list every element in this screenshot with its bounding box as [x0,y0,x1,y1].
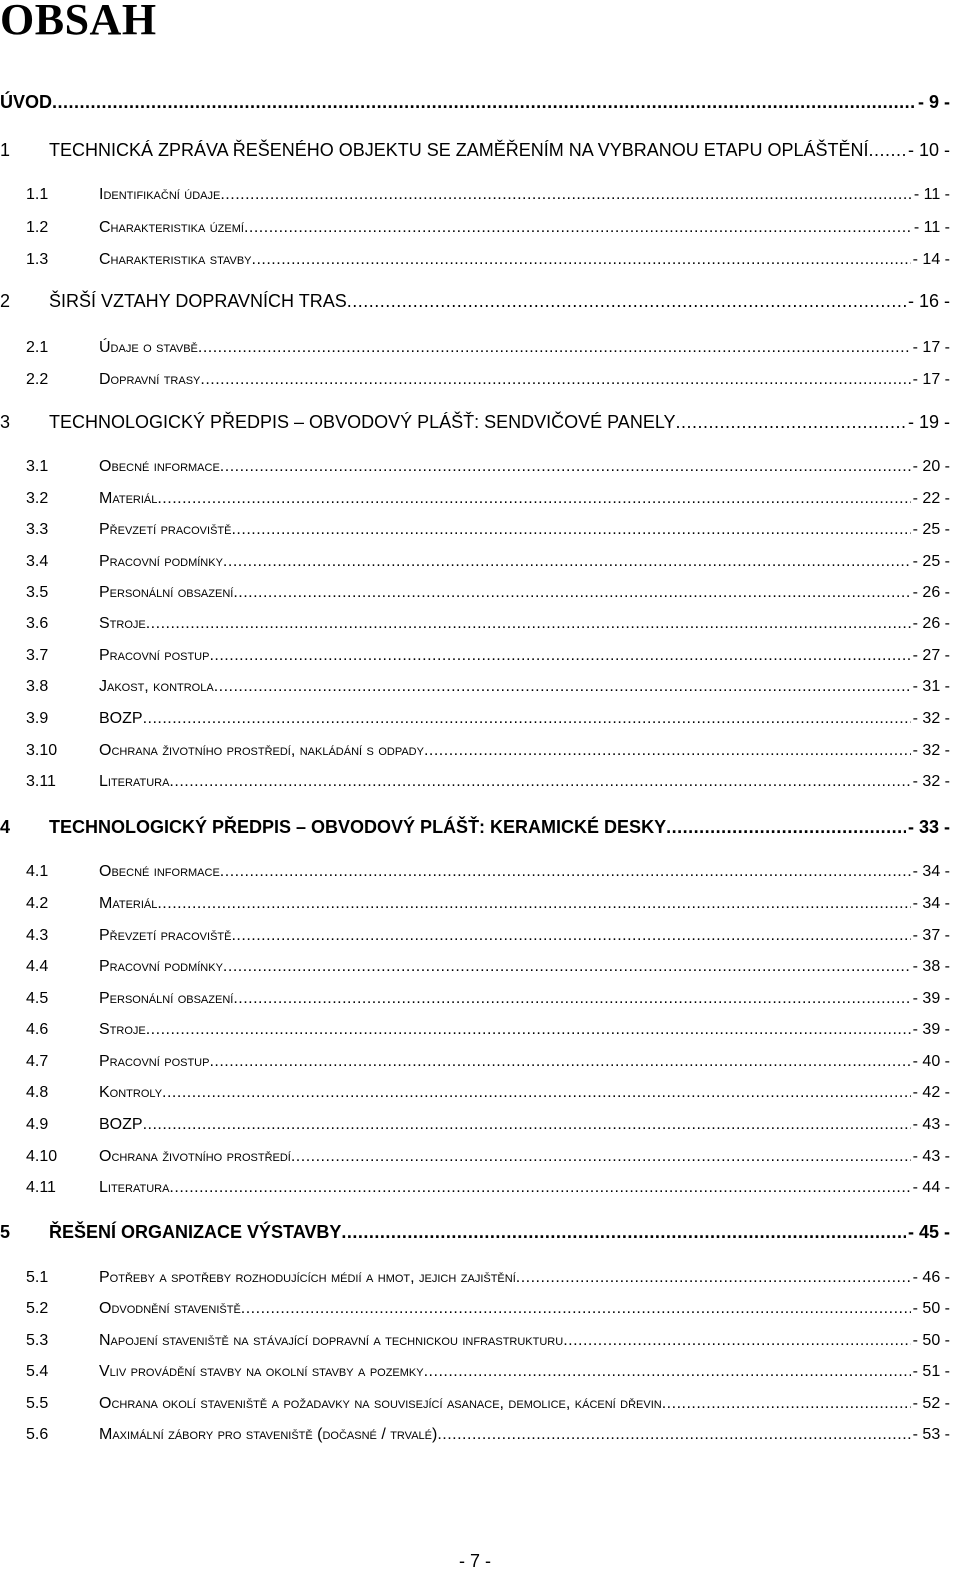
toc-entry[interactable] [0,710,950,728]
toc-entry[interactable] [0,412,950,433]
toc-entry-number: 5.2 [26,1300,49,1317]
toc-entry-number: 3.5 [26,584,49,601]
dot-leader [52,92,916,113]
toc-entry[interactable] [0,1395,950,1413]
toc-entry-page: - 38 - [912,958,950,975]
dot-leader [214,678,911,696]
toc-entry[interactable] [0,958,950,976]
toc-entry-number: 3.4 [26,553,49,570]
toc-entry-number: 3.11 [26,773,56,790]
toc-entry-number: 4.9 [26,1116,49,1133]
toc-entry-number: 4.7 [26,1053,49,1070]
page-number: - 7 - [458,1551,491,1571]
toc-entry-label: Literatura [99,1179,170,1196]
toc-entry-page: - 16 - [907,291,950,311]
toc-entry-page: - 51 - [912,1363,950,1380]
toc-entry-label: TECHNOLOGICKÝ PŘEDPIS – OBVODOVÝ PLÁŠŤ: SENDVIČOVÉ PANELY [49,412,676,432]
dot-leader [209,647,910,665]
dot-leader [169,1179,910,1197]
toc-entry-label: Identifikační údaje [99,186,221,203]
toc-entry-label: Odvodnění staveniště [99,1300,241,1317]
dot-leader [220,458,911,476]
toc-entry[interactable] [0,1426,950,1444]
toc-entry-label: Charakteristika stavby [99,251,252,268]
toc-entry-number: 3.7 [26,647,49,664]
toc-entry-label: Vliv provádění stavby na okolní stavby a pozemky [99,1363,424,1380]
toc-entry[interactable] [0,1269,950,1287]
toc-entry-label: Obecné informace [99,458,220,475]
toc-entry-page: - 25 - [912,553,950,570]
toc-entry-page: - 42 - [912,1084,950,1101]
toc-entry-number: 2.2 [26,371,49,388]
toc-entry[interactable] [0,291,950,312]
toc-entry-page: - 39 - [912,990,950,1007]
toc-entry-page: - 9 - [917,92,950,112]
toc-entry-number: 3.9 [26,710,49,727]
toc-entry-number: 4.8 [26,1084,49,1101]
toc-entry-page: - 26 - [912,584,950,601]
toc-entry[interactable] [0,1222,950,1243]
toc-entry[interactable] [0,140,950,161]
toc-entry-label: ÚVOD [0,92,53,112]
toc-entry-page: - 46 - [912,1269,950,1286]
dot-leader [143,1116,911,1134]
toc-entry-number: 4.5 [26,990,49,1007]
dot-leader [233,584,910,602]
toc-entry-number: 3.8 [26,678,49,695]
dot-leader [200,371,910,389]
toc-entry-label: Ochrana životního prostředí [99,1148,291,1165]
toc-entry-number: 2 [0,291,11,311]
toc-entry-label: Obecné informace [99,863,220,880]
toc-entry-page: - 19 - [907,412,950,432]
dot-leader [666,817,906,838]
dot-leader [563,1332,910,1350]
toc-entry-page: - 52 - [912,1395,950,1412]
toc-entry-number: 3.10 [26,742,58,759]
toc-entry-label: Převzetí pracoviště [99,927,232,944]
toc-entry-page: - 37 - [912,927,950,944]
dot-leader [162,1084,911,1102]
toc-entry[interactable] [0,584,950,602]
toc-entry-number: 4.6 [26,1021,49,1038]
toc-entry-number: 4.2 [26,895,49,912]
toc-entry-number: 3.6 [26,615,49,632]
toc-entry-page: - 43 - [912,1148,950,1165]
toc-entry-number: 4.10 [26,1148,58,1165]
toc-entry-page: - 17 - [912,371,950,388]
dot-leader [231,521,910,539]
toc-entry-number: 5.6 [26,1426,49,1443]
toc-entry-label: Pracovní postup [99,1053,210,1070]
toc-entry-label: Pracovní podmínky [99,958,223,975]
toc-entry-page: - 32 - [912,773,950,790]
toc-entry[interactable] [0,1021,950,1039]
dot-leader [244,219,912,237]
toc-entry-label: Napojení staveniště na stávající dopravní a technickou infrastrukturu [99,1332,564,1349]
toc-entry-label: Materiál [99,895,158,912]
toc-entry[interactable] [0,647,950,665]
toc-entry[interactable] [0,521,950,539]
dot-leader [220,186,911,204]
toc-entry[interactable] [0,92,950,113]
toc-entry-label: Maximální zábory pro staveniště (dočasné / trvalé) [99,1426,438,1443]
toc-entry-number: 1 [0,140,11,160]
page-title: OBSAH [0,0,157,44]
dot-leader [146,615,911,633]
dot-leader [437,1426,910,1444]
toc-entry-page: - 22 - [912,490,950,507]
dot-leader [869,140,906,161]
toc-entry-page: - 34 - [912,895,950,912]
toc-entry-number: 4 [0,817,11,837]
toc-entry-label: Ochrana životního prostředí, nakládání s odpady [99,742,424,759]
dot-leader [516,1269,911,1287]
toc-entry[interactable] [0,863,950,881]
toc-entry-page: - 17 - [912,339,950,356]
toc-entry-page: - 43 - [912,1116,950,1133]
toc-entry-label: Potřeby a spotřeby rozhodujících médií a hmot, jejich zajištění [99,1269,516,1286]
toc-entry-label: Jakost, kontrola [99,678,214,695]
toc-entry-page: - 53 - [912,1426,950,1443]
toc-entry-label: Materiál [99,490,158,507]
toc-entry-number: 5 [0,1222,11,1242]
toc-entry-number: 4.4 [26,958,49,975]
toc-entry-label: ŘEŠENÍ ORGANIZACE VÝSTAVBY [49,1222,342,1242]
dot-leader [676,412,906,433]
dot-leader [241,1300,911,1318]
toc-entry-label: Personální obsazení [99,990,234,1007]
toc-entry-label: TECHNOLOGICKÝ PŘEDPIS – OBVODOVÝ PLÁŠŤ: KERAMICKÉ DESKY [49,817,667,837]
dot-leader [157,490,910,508]
dot-leader [291,1148,911,1166]
toc-entry[interactable] [0,678,950,696]
dot-leader [424,1363,911,1381]
toc-entry-page: - 50 - [912,1300,950,1317]
toc-entry-page: - 14 - [912,251,950,268]
toc-entry[interactable] [0,990,950,1008]
dot-leader [223,958,911,976]
toc-entry-page: - 50 - [912,1332,950,1349]
toc-entry-label: Pracovní podmínky [99,553,223,570]
toc-entry-number: 4.3 [26,927,49,944]
toc-entry[interactable] [0,458,950,476]
toc-entry[interactable] [0,817,950,838]
dot-leader [347,291,906,312]
toc-entry-number: 5.1 [26,1269,49,1286]
toc-entry-label: Kontroly [99,1084,163,1101]
toc-entry[interactable] [0,742,950,760]
toc-entry-page: - 26 - [912,615,950,632]
toc-entry[interactable] [0,773,950,791]
toc-entry-page: - 25 - [912,521,950,538]
toc-entry[interactable] [0,1084,950,1102]
toc-entry-page: - 11 - [913,219,950,236]
dot-leader [157,895,910,913]
toc-entry-number: 3.1 [26,458,49,475]
toc-entry[interactable] [0,1300,950,1318]
toc-entry-label: Stroje [99,1021,146,1038]
dot-leader [233,990,910,1008]
toc-entry-number: 5.5 [26,1395,49,1412]
toc-entry-page: - 27 - [912,647,950,664]
toc-entry-label: BOZP [99,1116,143,1133]
toc-entry-label: Údaje o stavbě [99,339,198,356]
toc-entry-label: Dopravní trasy [99,371,201,388]
toc-entry-page: - 32 - [912,742,950,759]
toc-entry-number: 2.1 [26,339,49,356]
toc-entry-label: Převzetí pracoviště [99,521,232,538]
toc-entry-label: Personální obsazení [99,584,234,601]
toc-entry-label: Charakteristika území [99,219,244,236]
dot-leader [252,251,911,269]
toc-entry[interactable] [0,1116,950,1134]
dot-leader [220,863,911,881]
toc-entry-page: - 34 - [912,863,950,880]
dot-leader [143,710,911,728]
toc-entry-page: - 45 - [907,1222,950,1242]
toc-entry[interactable] [0,490,950,508]
toc-entry-page: - 11 - [913,186,950,203]
toc-entry-number: 4.11 [26,1179,56,1196]
toc-entry[interactable] [0,1053,950,1071]
toc-entry[interactable] [0,219,950,237]
toc-entry-label: Stroje [99,615,146,632]
toc-entry[interactable] [0,251,950,269]
toc-entry-page: - 32 - [912,710,950,727]
toc-entry-page: - 39 - [912,1021,950,1038]
toc-entry-number: 1.1 [26,186,49,203]
toc-entry-page: - 20 - [912,458,950,475]
toc-entry[interactable] [0,553,950,571]
toc-entry[interactable] [0,371,950,389]
dot-leader [146,1021,911,1039]
toc-entry-number: 3.2 [26,490,49,507]
dot-leader [341,1222,906,1243]
toc-entry-label: Ochrana okolí staveniště a požadavky na související asanace, demolice, kácení dřevin [99,1395,662,1412]
toc-entry-label: Literatura [99,773,170,790]
toc-entry-number: 5.3 [26,1332,49,1349]
toc-entry[interactable] [0,1363,950,1381]
toc-entry-label: BOZP [99,710,143,727]
toc-entry-number: 5.4 [26,1363,49,1380]
toc-entry-number: 4.1 [26,863,49,880]
dot-leader [209,1053,910,1071]
toc-entry[interactable] [0,339,950,357]
dot-leader [424,742,911,760]
dot-leader [231,927,910,945]
toc-entry-number: 1.3 [26,251,49,268]
dot-leader [169,773,910,791]
toc-entry-label: Pracovní postup [99,647,210,664]
toc-entry[interactable] [0,615,950,633]
toc-entry-page: - 10 - [907,140,950,160]
toc-entry[interactable] [0,927,950,945]
toc-entry-page: - 40 - [912,1053,950,1070]
toc-entry[interactable] [0,186,950,204]
dot-leader [223,553,911,571]
toc-entry[interactable] [0,895,950,913]
toc-entry-page: - 44 - [912,1179,950,1196]
toc-entry-number: 1.2 [26,219,49,236]
toc-entry-number: 3 [0,412,11,432]
dot-leader [198,339,911,357]
toc-entry-page: - 33 - [907,817,950,837]
toc-entry-page: - 31 - [912,678,950,695]
toc-entry[interactable] [0,1179,950,1197]
toc-entry[interactable] [0,1148,950,1166]
toc-entry-label: ŠIRŠÍ VZTAHY DOPRAVNÍCH TRAS [49,291,347,311]
toc-entry-label: TECHNICKÁ ZPRÁVA ŘEŠENÉHO OBJEKTU SE ZAMĚŘENÍM NA VYBRANOU ETAPU OPLÁŠTĚNÍ [49,140,869,160]
toc-entry[interactable] [0,1332,950,1350]
toc-entry-number: 3.3 [26,521,49,538]
dot-leader [662,1395,911,1413]
